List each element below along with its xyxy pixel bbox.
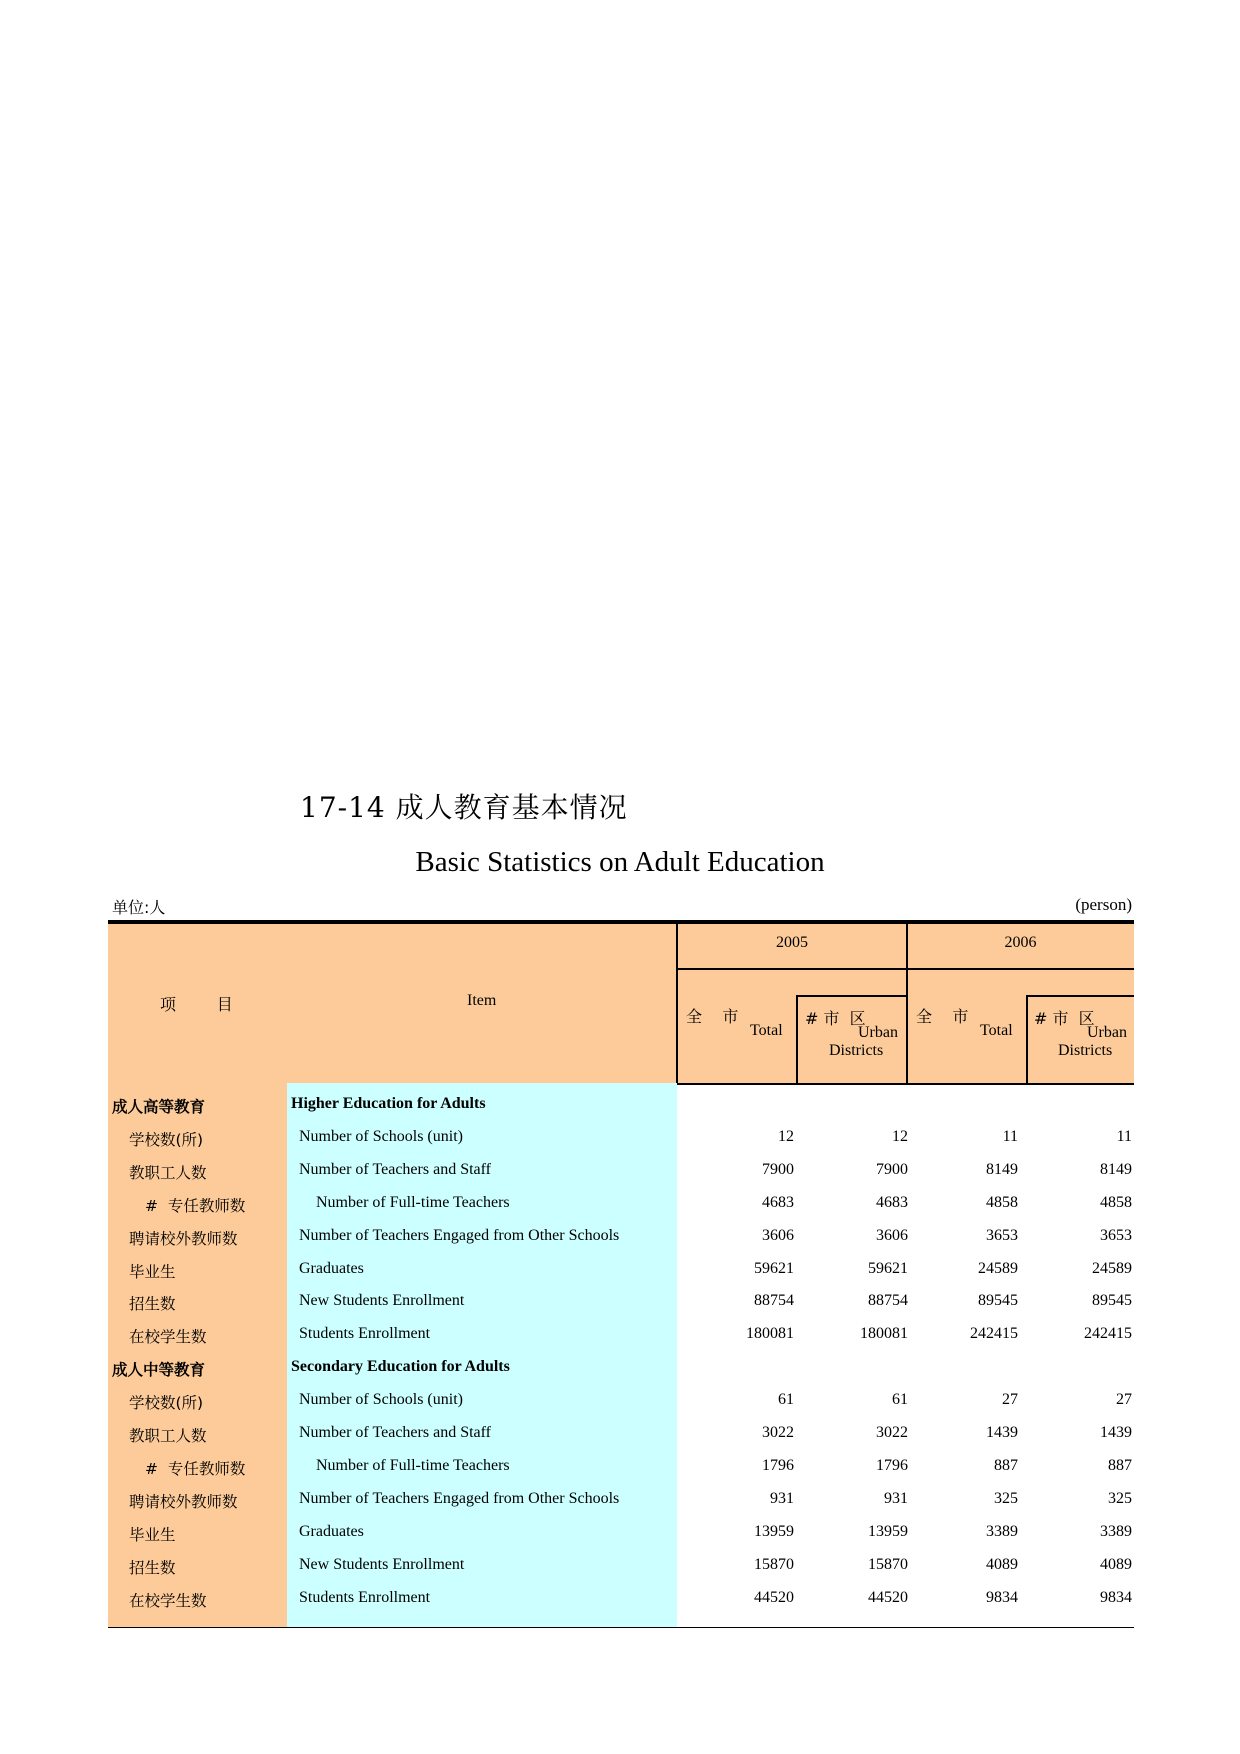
- row-value: 242415: [970, 1325, 1018, 1343]
- header-item-en: Item: [467, 992, 497, 1009]
- header-total-cn-2006: 全 市: [916, 1007, 969, 1026]
- row-value: 1439: [1100, 1424, 1132, 1441]
- row-label-en: Graduates: [299, 1259, 364, 1277]
- row-value: 61: [778, 1391, 794, 1409]
- row-label-cn: 在校学生数: [129, 1591, 207, 1610]
- row-value: 3022: [876, 1424, 908, 1441]
- header-urban-en2-2006: Districts: [1058, 1042, 1113, 1059]
- row-label-cn: 学校数(所): [129, 1130, 204, 1149]
- row-value: 4858: [1100, 1193, 1132, 1211]
- row-label-cn: 成人中等教育: [112, 1361, 206, 1380]
- row-label-cn: 招生数: [129, 1558, 176, 1577]
- row-value: 7900: [876, 1160, 908, 1178]
- table-row: [108, 1450, 1134, 1483]
- header-item-cn: 项 目: [160, 995, 233, 1014]
- header-urban-en1-2005: Urban: [858, 1024, 898, 1041]
- table-row: [108, 1253, 1134, 1286]
- header-divider: [796, 996, 798, 1083]
- row-label-cn: 聘请校外教师数: [129, 1229, 238, 1248]
- table-row: [108, 1582, 1134, 1615]
- row-value: 3653: [986, 1226, 1018, 1244]
- table-row: [108, 1351, 1134, 1384]
- header-urban-cn-2005: # 市 区: [805, 1009, 866, 1028]
- row-label-en: Number of Teachers and Staff: [299, 1424, 491, 1441]
- table-row: [108, 1318, 1134, 1351]
- row-label-en: Number of Full-time Teachers: [316, 1193, 510, 1211]
- row-value: 325: [994, 1489, 1018, 1507]
- row-value: 4683: [762, 1193, 794, 1211]
- table-row: [108, 1220, 1134, 1253]
- header-urban-en2-2005: Districts: [829, 1042, 884, 1059]
- row-label-cn: 毕业生: [129, 1262, 176, 1281]
- header-divider: [1026, 996, 1028, 1083]
- row-label-cn: 学校数(所): [129, 1394, 204, 1413]
- row-label-cn: # 专任教师数: [145, 1196, 246, 1215]
- page-title-en: Basic Statistics on Adult Education: [415, 846, 825, 878]
- row-value: 4089: [986, 1555, 1018, 1573]
- row-value: 89545: [978, 1292, 1018, 1310]
- table-bottom-rule: [108, 1627, 1134, 1628]
- row-label-cn: 毕业生: [129, 1525, 176, 1544]
- row-value: 3653: [1100, 1226, 1132, 1244]
- row-value: 8149: [1100, 1160, 1132, 1178]
- unit-label-cn: 单位:人: [112, 898, 166, 917]
- row-value: 13959: [754, 1522, 794, 1540]
- header-divider: [796, 995, 907, 997]
- row-value: 12: [892, 1127, 908, 1145]
- row-value: 59621: [754, 1259, 794, 1277]
- row-value: 4683: [876, 1193, 908, 1211]
- header-total-en-2006: Total: [980, 1022, 1013, 1039]
- row-value: 931: [770, 1489, 794, 1507]
- row-value: 4089: [1100, 1555, 1132, 1573]
- row-value: 11: [1116, 1127, 1132, 1145]
- table-row: [108, 1417, 1134, 1450]
- table-row: [108, 1154, 1134, 1187]
- row-value: 3389: [1100, 1522, 1132, 1540]
- row-label-cn: 成人高等教育: [112, 1098, 206, 1116]
- row-label-en: Students Enrollment: [299, 1325, 431, 1343]
- table-row: [108, 1187, 1134, 1220]
- row-value: 887: [1108, 1456, 1132, 1474]
- row-value: 3022: [762, 1424, 794, 1441]
- row-value: 12: [778, 1127, 794, 1145]
- row-value: 44520: [754, 1588, 794, 1606]
- row-label-en: Number of Full-time Teachers: [316, 1456, 510, 1474]
- row-label-en: Number of Teachers Engaged from Other Schools: [299, 1489, 620, 1507]
- row-label-en: New Students Enrollment: [299, 1555, 465, 1573]
- table-row: [108, 1088, 1134, 1121]
- page-title-cn: 17-14 成人教育基本情况: [300, 791, 628, 824]
- header-divider: [676, 924, 678, 1083]
- row-value: 887: [994, 1456, 1018, 1474]
- row-value: 180081: [860, 1325, 908, 1343]
- row-value: 9834: [986, 1588, 1018, 1606]
- row-label-en: Number of Teachers Engaged from Other Schools: [299, 1226, 620, 1244]
- row-label-en: Number of Teachers and Staff: [299, 1160, 491, 1178]
- header-total-cn-2005: 全 市: [686, 1007, 739, 1026]
- row-value: 325: [1108, 1489, 1132, 1507]
- row-value: 61: [892, 1391, 908, 1409]
- row-label-cn: 在校学生数: [129, 1328, 207, 1347]
- header-urban-cn-2006: # 市 区: [1034, 1009, 1095, 1028]
- row-value: 15870: [754, 1555, 794, 1573]
- row-value: 24589: [978, 1259, 1018, 1277]
- row-value: 89545: [1092, 1292, 1132, 1310]
- row-label-en: Number of Schools (unit): [299, 1127, 463, 1145]
- row-label-cn: 招生数: [129, 1295, 176, 1314]
- row-value: 242415: [1084, 1325, 1132, 1343]
- table-row: [108, 1121, 1134, 1154]
- row-label-en: New Students Enrollment: [299, 1292, 465, 1310]
- row-value: 9834: [1100, 1588, 1132, 1606]
- row-value: 3389: [986, 1522, 1018, 1540]
- header-divider: [677, 968, 1134, 970]
- table-row: [108, 1549, 1134, 1582]
- header-year-2006: 2006: [1004, 934, 1037, 951]
- row-value: 59621: [868, 1259, 908, 1277]
- row-value: 1439: [986, 1424, 1018, 1441]
- table-row: [108, 1516, 1134, 1549]
- row-label-en: Students Enrollment: [299, 1588, 431, 1606]
- row-value: 27: [1116, 1391, 1132, 1409]
- row-value: 44520: [868, 1588, 908, 1606]
- unit-label-en: (person): [1075, 895, 1132, 914]
- table-row: [108, 1285, 1134, 1318]
- header-total-en-2005: Total: [750, 1022, 783, 1039]
- row-label-cn: 教职工人数: [129, 1163, 207, 1182]
- row-value: 3606: [876, 1226, 908, 1244]
- row-value: 88754: [868, 1292, 908, 1310]
- row-value: 15870: [868, 1555, 908, 1573]
- table-row: [108, 1483, 1134, 1516]
- row-value: 180081: [746, 1325, 794, 1343]
- row-value: 13959: [868, 1522, 908, 1540]
- row-value: 931: [884, 1489, 908, 1507]
- row-label-en: Number of Schools (unit): [299, 1391, 463, 1409]
- row-value: 1796: [762, 1456, 794, 1474]
- row-value: 24589: [1092, 1259, 1132, 1277]
- header-divider: [906, 924, 908, 1083]
- row-value: 1796: [876, 1456, 908, 1474]
- header-year-2005: 2005: [776, 934, 808, 951]
- row-label-en: Higher Education for Adults: [291, 1095, 486, 1112]
- row-value: 88754: [754, 1292, 794, 1310]
- row-value: 8149: [986, 1160, 1018, 1178]
- row-label-cn: # 专任教师数: [145, 1459, 246, 1478]
- row-value: 4858: [986, 1193, 1018, 1211]
- header-divider: [1026, 995, 1134, 997]
- row-value: 7900: [762, 1160, 794, 1178]
- row-label-en: Secondary Education for Adults: [291, 1358, 510, 1376]
- row-value: 27: [1002, 1391, 1018, 1409]
- row-label-cn: 教职工人数: [129, 1427, 207, 1445]
- row-value: 3606: [762, 1226, 794, 1244]
- row-label-cn: 聘请校外教师数: [129, 1492, 238, 1511]
- table-row: [108, 1384, 1134, 1417]
- row-label-en: Graduates: [299, 1522, 364, 1540]
- row-value: 11: [1002, 1127, 1018, 1145]
- header-urban-en1-2006: Urban: [1087, 1024, 1127, 1041]
